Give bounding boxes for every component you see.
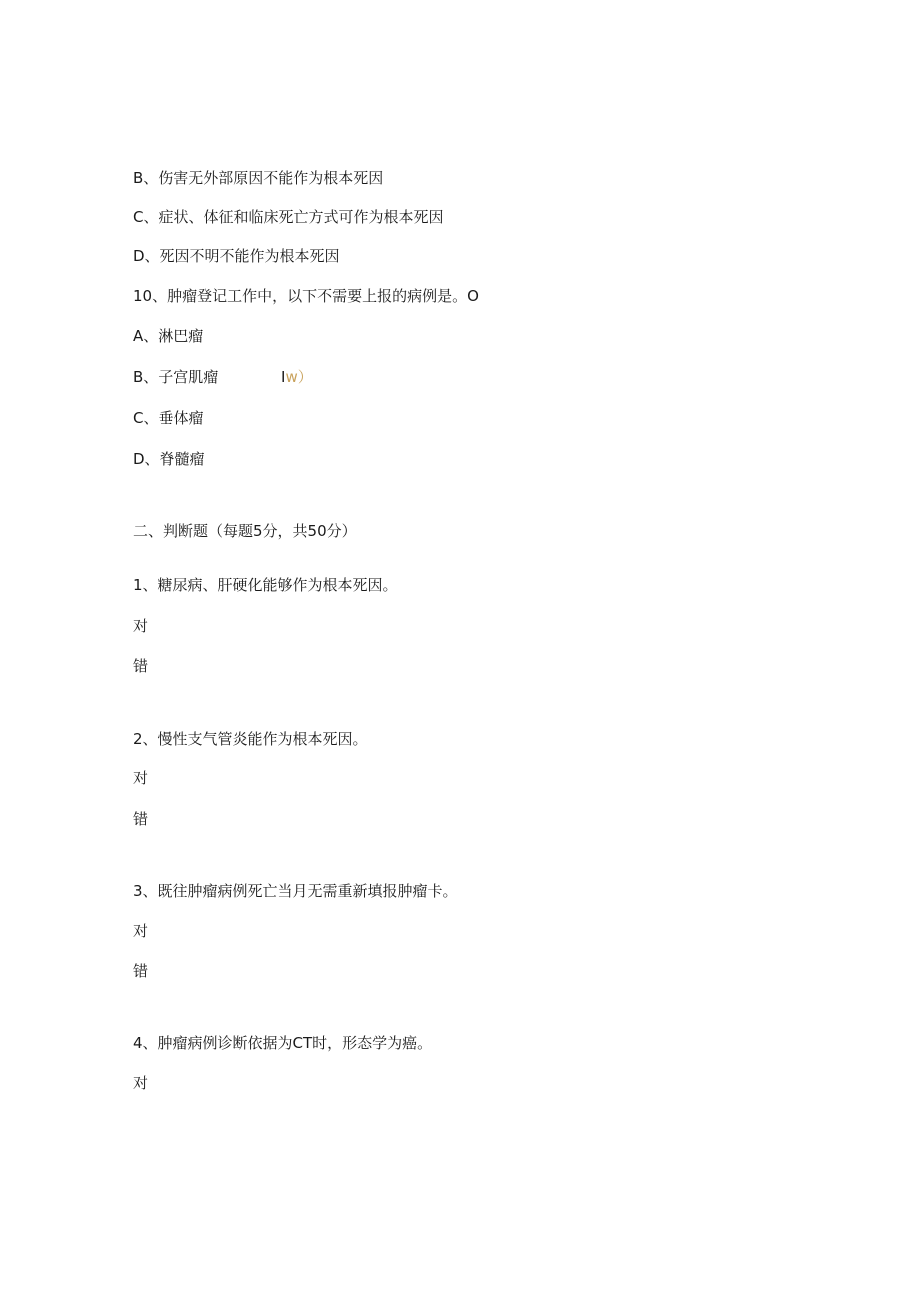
- q9-option-c[interactable]: C、症状、体征和临床死亡方式可作为根本死因: [133, 208, 444, 226]
- tf2-option-false[interactable]: 错: [133, 810, 149, 828]
- section-title: 二、判断题（每题5分，共50分）: [133, 522, 357, 540]
- tf2-option-true[interactable]: 对: [133, 769, 149, 787]
- q10-option-b[interactable]: B、子宫肌瘤: [133, 368, 219, 386]
- tf3-stem: 3、既往肿瘤病例死亡当月无需重新填报肿瘤卡。: [133, 882, 458, 900]
- tf4-option-true[interactable]: 对: [133, 1074, 149, 1092]
- tf1-stem: 1、糖尿病、肝硬化能够作为根本死因。: [133, 576, 398, 594]
- q9-option-d[interactable]: D、死因不明不能作为根本死因: [133, 247, 340, 265]
- stray-mark-main: I: [281, 368, 286, 386]
- q10-stem: 10、肿瘤登记工作中，以下不需要上报的病例是。O: [133, 287, 479, 305]
- stray-mark: [281, 367, 313, 387]
- tf3-option-true[interactable]: 对: [133, 922, 149, 940]
- q10-option-c[interactable]: C、垂体瘤: [133, 409, 204, 427]
- tf2-stem: 2、慢性支气管炎能作为根本死因。: [133, 730, 368, 748]
- tf1-option-false[interactable]: 错: [133, 657, 149, 675]
- tf4-stem: 4、肿瘤病例诊断依据为CT时，形态学为癌。: [133, 1034, 433, 1052]
- q10-option-d[interactable]: D、脊髓瘤: [133, 450, 205, 468]
- tf1-option-true[interactable]: 对: [133, 617, 149, 635]
- tf3-option-false[interactable]: 错: [133, 962, 149, 980]
- q9-option-b[interactable]: B、伤害无外部原因不能作为根本死因: [133, 169, 384, 187]
- q10-option-a[interactable]: A、淋巴瘤: [133, 327, 204, 345]
- stray-mark-rest: w）: [285, 368, 313, 386]
